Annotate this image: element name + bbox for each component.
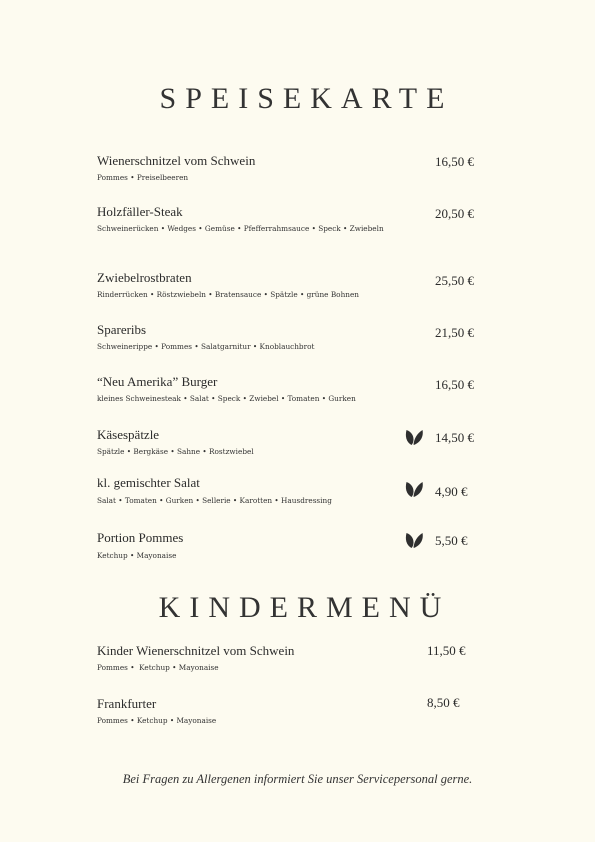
menu-item [97, 153, 387, 184]
menu-item-price: 8,50 € [427, 695, 460, 710]
menu-item-name: Holzfäller-Steak [97, 204, 183, 219]
menu-item-price: 4,90 € [435, 484, 468, 499]
menu-item-name: Frankfurter [97, 696, 157, 711]
menu-item-description: Pommes • Preiselbeeren [97, 173, 189, 182]
menu-item-name: Käsespätzle [97, 427, 160, 442]
menu-item [97, 374, 397, 405]
kids-menu-title: KINDERMENÜ [158, 591, 451, 624]
menu-item-name: Zwiebelrostbraten [97, 270, 192, 285]
allergen-note: Bei Fragen zu Allergenen informiert Sie unser Servicepersonal gerne. [122, 772, 473, 786]
menu-item-name: “Neu Amerika” Burger [97, 374, 218, 389]
menu-item-price: 11,50 € [427, 643, 466, 658]
menu-item-name: Portion Pommes [97, 530, 184, 545]
menu-item-name: Spareribs [97, 322, 147, 337]
menu-item-price: 21,50 € [435, 325, 474, 340]
menu-item-price: 14,50 € [435, 430, 474, 445]
menu-item-description: Ketchup • Mayonaise [97, 551, 177, 560]
menu-item [97, 427, 397, 458]
leaf-icon [404, 478, 424, 498]
menu-item-description: Salat • Tomaten • Gurken • Sellerie • Karotten • Hausdressing [97, 496, 332, 505]
leaf-icon [404, 529, 424, 549]
menu-item [97, 475, 397, 507]
menu-item-name: Wienerschnitzel vom Schwein [97, 153, 256, 168]
kids-menu-item [97, 643, 397, 674]
menu-item-name: Kinder Wienerschnitzel vom Schwein [97, 643, 295, 658]
menu-item-price: 20,50 € [435, 206, 474, 221]
kids-menu-item [97, 696, 397, 727]
menu-item [97, 322, 397, 353]
menu-item-description: Spätzle • Bergkäse • Sahne • Rostzwiebel [97, 447, 254, 456]
menu-item-price: 25,50 € [435, 273, 474, 288]
menu-item-description: kleines Schweinesteak • Salat • Speck • Zwiebel • Tomaten • Gurken [97, 394, 356, 403]
menu-item-description: Schweinerippe • Pommes • Salatgarnitur • Knoblauchbrot [97, 342, 315, 351]
menu-item-description: Pommes • Ketchup • Mayonaise [97, 663, 219, 672]
menu-item-price: 5,50 € [435, 533, 468, 548]
menu-item [97, 204, 387, 235]
menu-item [97, 270, 397, 301]
menu-item-description: Pommes • Ketchup • Mayonaise [97, 716, 217, 725]
menu-item-name: kl. gemischter Salat [97, 475, 200, 490]
menu-item [97, 530, 397, 562]
menu-item-description: Rinderrücken • Röstzwiebeln • Bratensauce • Spätzle • grüne Bohnen [97, 290, 359, 299]
menu-item-description: Schweinerücken • Wedges • Gemüse • Pfefferrahmsauce • Speck • Zwiebeln [97, 224, 384, 233]
menu-item-price: 16,50 € [435, 154, 474, 169]
main-menu-title: SPEISEKARTE [159, 82, 454, 115]
menu-item-price: 16,50 € [435, 377, 474, 392]
leaf-icon [404, 426, 424, 446]
